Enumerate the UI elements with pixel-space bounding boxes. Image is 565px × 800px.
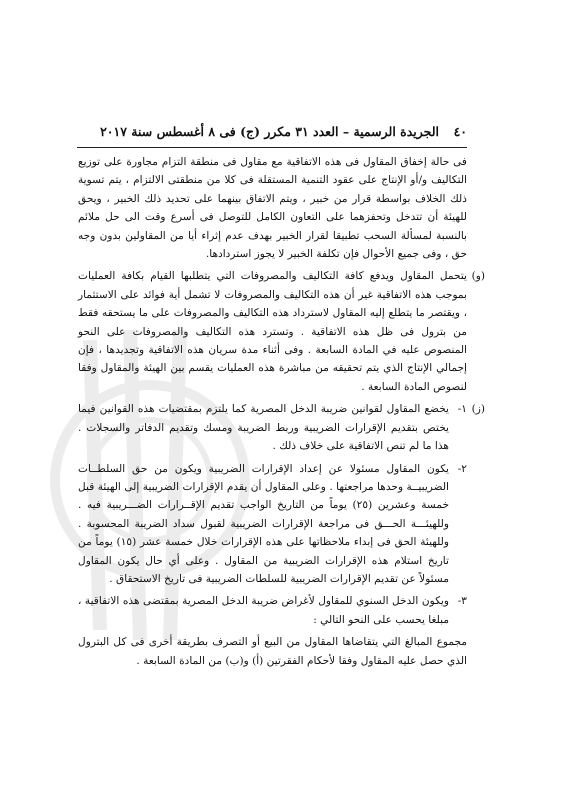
clause-marker-z: (ز) <box>471 403 485 416</box>
document-body <box>78 153 485 674</box>
paragraph-expert-dispute <box>78 153 467 263</box>
paragraph-text: مجموع المبالغ التي يتقاضاها المقاول من البيع أو التصرف بطريقة أخرى فى كل البترول الذي حصل عليه المقاول وفقا لأحكام الفقرتين (أ) و(ب) من المادة السابعة . <box>78 636 467 667</box>
sub-clause-number: ١- <box>457 403 467 416</box>
clause-text-w: يتحمل المقاول ويدفع كافة التكاليف والمصروفات التي يتطلبها القيام بكافة العمليات بموجب هذه الاتفاقية غير أن هذه التكاليف والمصروفات لا تشمل أية فوائد على الاستثمار ، ويقتصر ما يتطلع إليه المقاول لاسترداد هذه التكاليف والمصروفات على ما يستحقه فقط من بترول فى ظل هذه الاتفاقية . وتسترد هذه التكاليف والمصروفات على النحو المنصوص عليه في المادة السابعة . وفى أثناء مدة سريان هذه الاتفاقية وتجديدها ، فإن إجمالي الإنتاج الذي يتم تحقيقه من مباشرة هذه العمليات يقسم بين الهيئة والمقاول وفقا لنصوص المادة السابعة . <box>78 270 467 393</box>
sub-clause-z3 <box>78 592 467 629</box>
sub-clause-number: ٢- <box>457 462 467 475</box>
clause-z <box>78 400 485 670</box>
clause-marker-w: (و) <box>471 270 485 283</box>
sub-clause-z2 <box>78 460 467 589</box>
clause-w <box>78 267 485 396</box>
sub-clause-z1 <box>78 400 467 455</box>
sub-clause-text: يخضع المقاول لقوانين ضريبة الدخل المصرية كما يلتزم بمقتضيات هذه القوانين فيما يختص بتقديم الإقرارات الضريبية وربط الضريبة ومسك وتقديم الدفاتر والسجلات . هذا ما لم تنص الاتفاقية على خلاف ذلك . <box>78 403 449 453</box>
sub-clause-text: ويكون الدخل السنوي للمقاول لأغراض ضريبة الدخل المصرية بمقتضى هذه الاتفاقية ، مبلغا يحسب على النحو التالي : <box>78 595 449 626</box>
page-number: ٤٠ <box>453 124 467 139</box>
sub-clause-number: ٣- <box>457 595 467 608</box>
header-divider <box>77 147 467 148</box>
header-title: الجريدة الرسمية – العدد ٣١ مكرر (ج) فى ٨ أغسطس سنة ٢٠١٧ <box>100 124 439 139</box>
page-header <box>80 124 467 144</box>
paragraph-income-definition <box>78 633 467 670</box>
sub-clause-text: يكون المقاول مسئولا عن إعداد الإقرارات الضريبية ويكون من حق السلطــات الضريبيــة وحدها مراجعتها . وعلى المقاول أن يقدم الإقرارات الضريبية إلى الهيئة قبل خمسة وعشرين (٢٥) يوماً من التاريخ الواجب تقديم الإقــرارات الضـــريبية فيه . وللهيئـــة الحـــق فى مراجعة الإقرارات الضريبية لقبول سداد الضريبة المحسوبة . وللهيئة الحق فى إبداء ملاحظاتها على هذه الإقرارات خلال خمسة عشر (١٥) يوماً من تاريخ استلام هذه الإقرارات الضريبية من المقاول . وعلى أي حال يكون المقاول مسئولاً عن تقديم الإقرارات الضريبية للسلطات الضريبية فى تاريخ الاستحقاق . <box>78 462 449 585</box>
paragraph-text: فى حالة إخفاق المقاول فى هذه الاتفاقية مع مقاول فى منطقة التزام مجاورة على توزيع التكاليف و/أو الإنتاج على عقود التنمية المستقلة فى كلا من منطقتى الالتزام ، يتم تسوية ذلك الخلاف بواسطة قرار من خبير ، ويتم الاتفاق بينهما على تحديد ذلك الخبير ، ويحق للهيئة أن تتدخل وتحفزهما على التعاون الكامل للتوصل فى أسرع وقت الى حل ملائم بالنسبة لمسألة السحب تطبيقا لقرار الخبير بهدف عدم إثراء أيا من المقاولين بدون وجه حق ، وفى جميع الأحوال فإن تكلفة الخبير لا يجوز استردادها. <box>78 156 467 261</box>
